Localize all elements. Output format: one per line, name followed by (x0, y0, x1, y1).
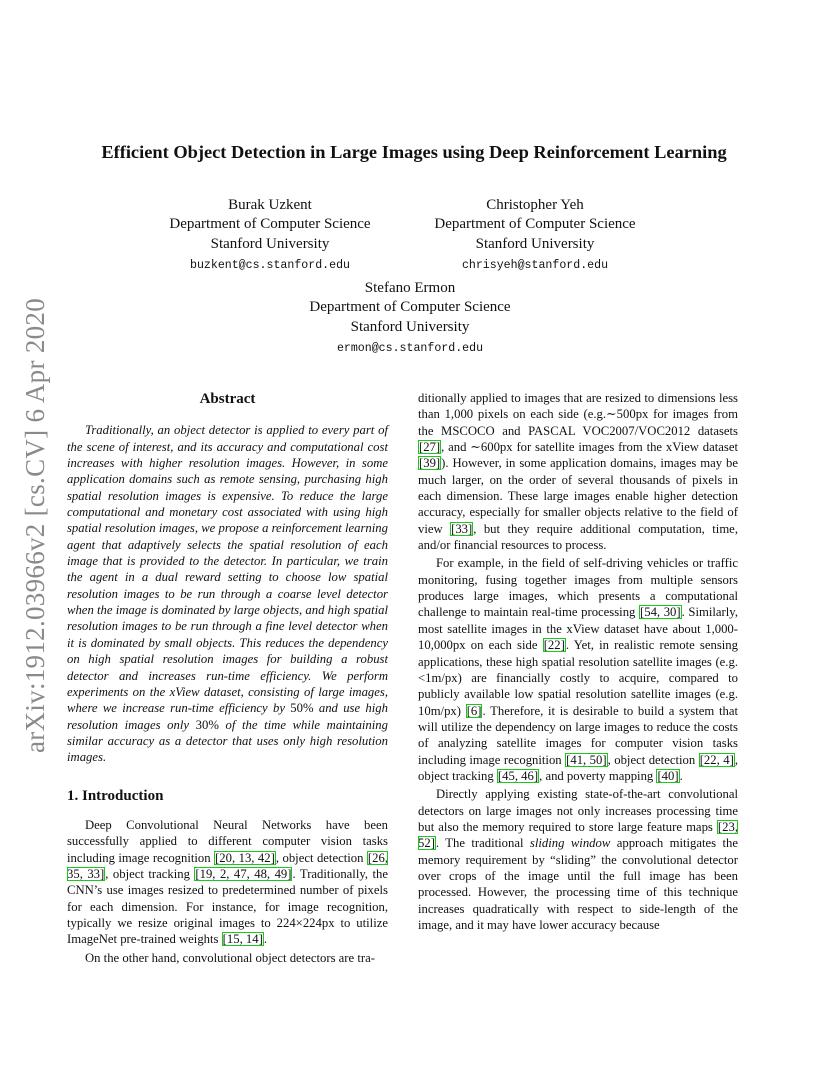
right-paragraph-2: For example, in the field of self-driving vehicles or traffic monitoring, fusing together images from multiple sensors produces large images, which presents a computational challenge to maintain real-time processing [54, 30]. Similarly, most satellite images in the xView dataset have about 1,000-10,000px on each side [22]. Yet, in realistic remote sensing applications, these high spatial resolution satellite images (e.g.<1m/px) are financially costly to acquire, compared to publicly available low spatial resolution satellite images (e.g. 10m/px) [6]. Therefore, it is desirable to build a system that will utilize the dependency on large images to reduce the costs of analyzing satellite images for computer vision tasks including image recognition [41, 50], object detection [22, 4], object tracking [45, 46], and poverty mapping [40]. (418, 556, 739, 783)
intro-paragraph-2: On the other hand, convolutional object detectors are tra- (85, 950, 375, 965)
emphasis-text: sliding window (529, 836, 611, 851)
author-3 (260, 279, 560, 357)
abstract-text: Traditionally, an object detector is applied to every part of the scene of interest, and its accuracy and computational cost increases with higher resolution images. However, in some application domains such as remote sensing, purchasing high spatial resolution images is expensive. To reduce the large computational and monetary cost associated with using high spatial resolution images, we propose a reinforcement learning agent that adaptively selects the spatial resolution of each image that is provided to the detector. In particular, we train the agent in a dual reward setting to choose low spatial resolution images to be run through a coarse level detector when the image is dominated by large objects, and high spatial resolution images to be run through a fine level detector when it is dominated by small objects. This reduces the dependency on high spatial resolution images for building a robust detector and increases run-time efficiency. We perform experiments on the xView dataset, consisting of large images, where we increase run-time efficiency by 50% and use high resolution images only 30% of the time while maintaining similar accuracy as a detector that uses only high resolution images. (67, 423, 388, 765)
citation-link[interactable]: [39] (419, 456, 441, 471)
author-dept: Department of Computer Science (434, 216, 636, 233)
citation-link[interactable]: [6] (466, 703, 482, 718)
right-column (418, 390, 738, 933)
right-paragraph-3: Directly applying existing state-of-the-art convolutional detectors on large images not only increases processing time but also the memory required to store large feature maps [23, 52]. The traditional sliding window approach mitigates the memory requirement by “sliding” the convolutional detector over crops of the image until the full image has been processed. However, the processing time of this technique increases quadratically with respect to side-length of the image, and it may have lower accuracy because (418, 787, 738, 932)
citation-link[interactable]: [19, 2, 47, 48, 49] (195, 866, 292, 881)
paper-title: Efficient Object Detection in Large Images using Deep Reinforcement Learning (101, 142, 727, 162)
citation-link[interactable]: [45, 46] (497, 768, 539, 783)
author-dept: Department of Computer Science (169, 216, 371, 233)
intro-paragraph-1: Deep Convolutional Neural Networks have been successfully applied to different computer vision tasks including image recognition [20, 13, 42], object detection [26, 35, 33], object tracking [19, 2, 47, 48, 49]. Traditionally, the CNN’s use images resized to predetermined number of pixels for each dimension. For instance, for image recognition, typically we resize original images to 224×224px to utilize ImageNet pre-trained weights [15, 14]. (67, 817, 388, 947)
author-univ: Stanford University (350, 318, 470, 335)
author-name: Stefano Ermon (364, 280, 456, 296)
citation-link[interactable]: [22, 4] (699, 752, 734, 767)
citation-link[interactable]: [41, 50] (566, 752, 607, 767)
author-name: Burak Uzkent (228, 197, 312, 213)
arxiv-id-text: arXiv:1912.03966v2 [cs.CV] 6 Apr 2020 (20, 297, 51, 753)
author-univ: Stanford University (475, 235, 595, 252)
author-name: Christopher Yeh (486, 197, 584, 213)
citation-link[interactable]: [23, 52] (418, 819, 738, 851)
author-1 (150, 196, 390, 274)
intro-heading: 1. Introduction (67, 787, 164, 804)
citation-link[interactable]: [26, 35, 33] (67, 850, 388, 881)
left-column (67, 391, 388, 966)
citation-link[interactable]: [33] (451, 521, 473, 536)
author-email[interactable]: chrisyeh@stanford.edu (461, 258, 609, 272)
author-email[interactable]: buzkent@cs.stanford.edu (189, 258, 351, 272)
citation-link[interactable]: [54, 30] (640, 605, 681, 620)
arxiv-identifier (16, 290, 56, 760)
citation-link[interactable]: [15, 14] (222, 932, 263, 947)
abstract-heading: Abstract (199, 391, 256, 407)
author-email[interactable]: ermon@cs.stanford.edu (336, 341, 484, 355)
citation-link[interactable]: [27] (419, 440, 441, 455)
citation-link[interactable]: [40] (657, 768, 679, 783)
author-dept: Department of Computer Science (309, 299, 511, 316)
citation-link[interactable]: [22] (543, 638, 565, 653)
right-paragraph-1: ditionally applied to images that are resized to dimensions less than 1,000 pixels on each side (e.g.∼500px for images from the MSCOCO and PASCAL VOC2007/VOC2012 datasets [27], and ∼600px for satellite images from the xView dataset [39]). However, in some application domains, images may be much larger, on the order of several thousands of pixels in each dimension. These large images enable higher detection accuracy, especially for smaller objects relative to the field of view [33], but they require additional computation, time, and/or financial resources to process. (418, 391, 738, 553)
author-2 (400, 196, 670, 274)
author-univ: Stanford University (210, 235, 330, 252)
citation-link[interactable]: [20, 13, 42] (215, 850, 275, 865)
